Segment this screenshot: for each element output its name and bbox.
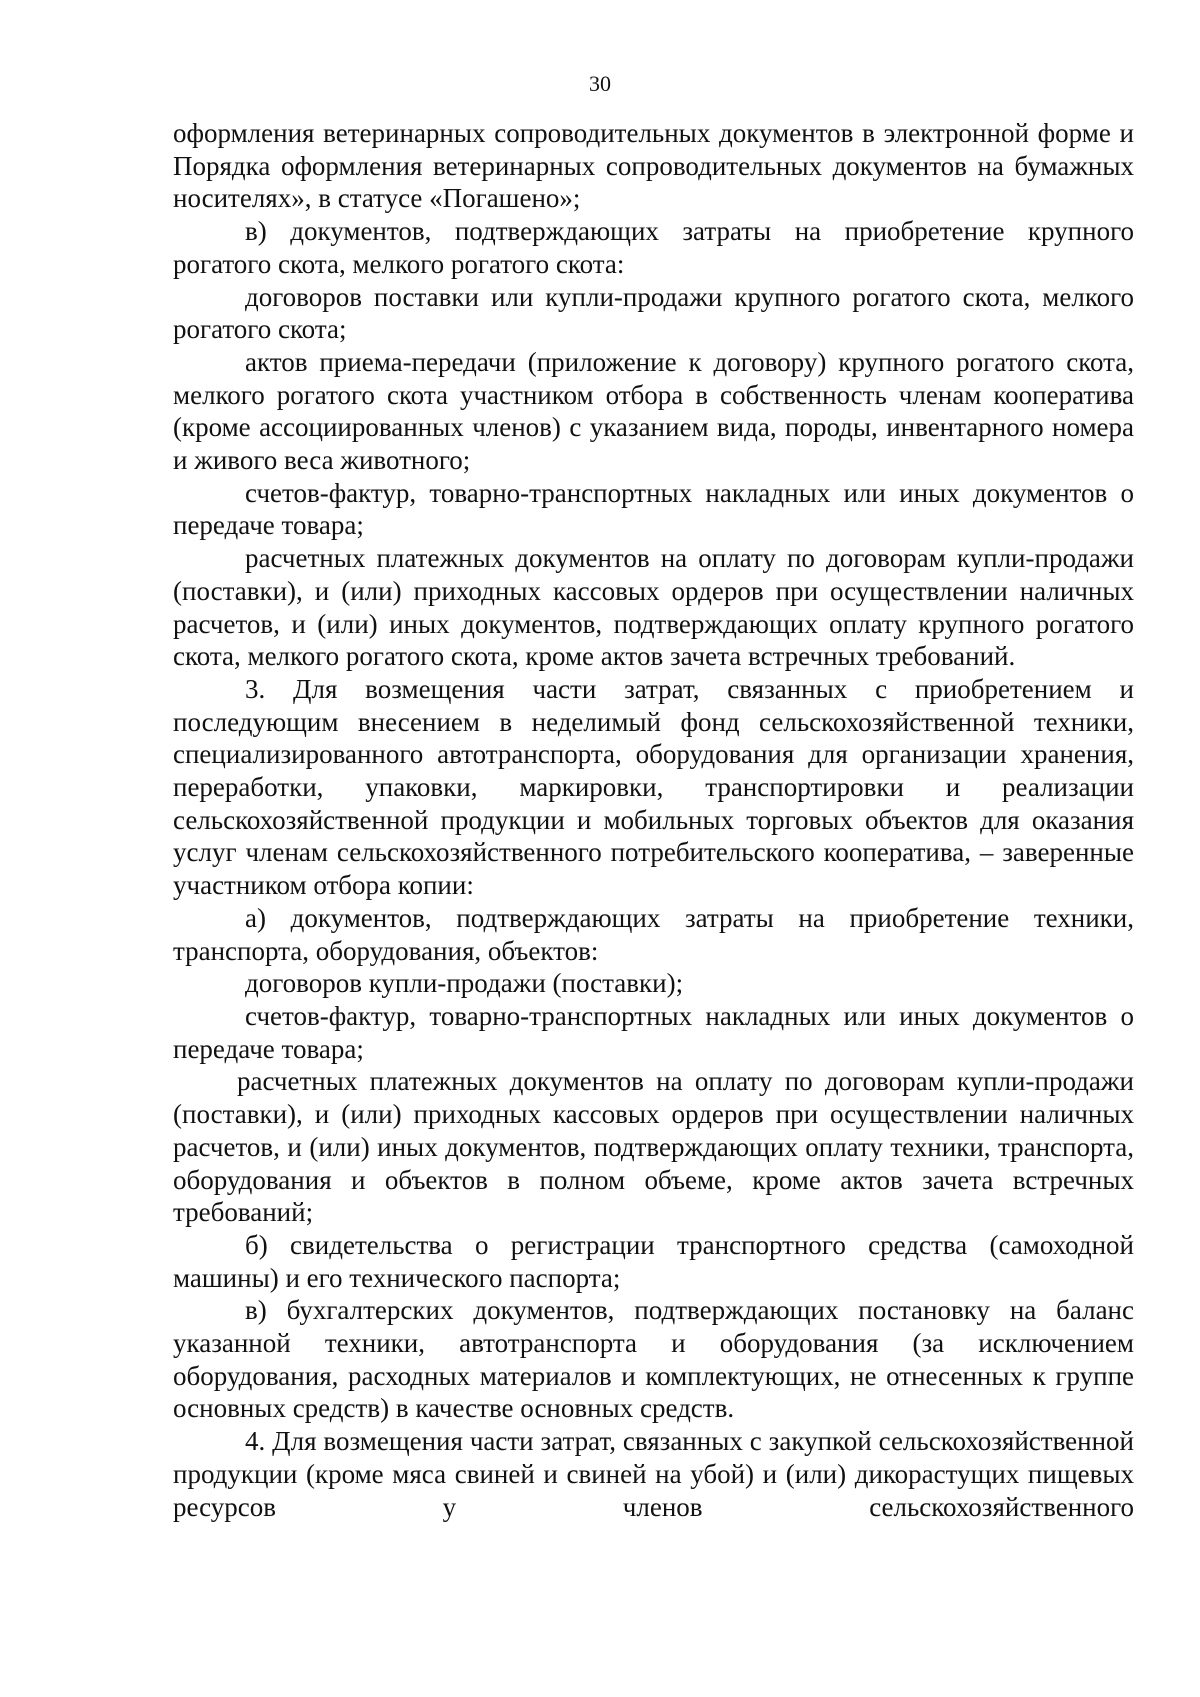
paragraph: договоров поставки или купли-продажи крупного рогатого скота, мелкого рогатого скота; (173, 281, 1134, 345)
paragraph: расчетных платежных документов на оплату по договорам купли-продажи (поставки), и (или) приходных кассовых ордеров при осуществлении наличных расчетов, и (или) иных документов, подтверждающих оплату крупного рогатого скота, мелкого рогатого скота, кроме актов зачета встречных требований. (173, 543, 1134, 672)
page-number: 30 (589, 71, 611, 96)
paragraph: 4. Для возмещения части затрат, связанных с закупкой сельскохозяйственной продукции (кроме мяса свиней и свиней на убой) и (или) дикорастущих пищевых ресурсов у членов сельскохозяйственного (173, 1426, 1134, 1522)
paragraph: б) свидетельства о регистрации транспортного средства (самоходной машины) и его технического паспорта; (173, 1229, 1134, 1293)
paragraph: 3. Для возмещения части затрат, связанных с приобретением и последующим внесением в неделимый фонд сельскохозяйственной техники, специализированного автотранспорта, оборудования для организации хранения, переработки, упаковки, маркировки, транспортировки и реализации сельскохозяйственной продукции и мобильных торговых объектов для оказания услуг членам сельскохозяйственного потребительского кооператива, – заверенные участником отбора копии: (173, 673, 1134, 901)
paragraph: актов приема-передачи (приложение к договору) крупного рогатого скота, мелкого рогатого скота участником отбора в собственность членам кооператива (кроме ассоциированных членов) с указанием вида, породы, инвентарного номера и живого веса животного; (173, 346, 1134, 476)
paragraph: счетов-фактур, товарно-транспортных накладных или иных документов о передаче товара; (173, 1000, 1134, 1064)
paragraph: а) документов, подтверждающих затраты на приобретение техники, транспорта, оборудования, объектов: (173, 902, 1134, 966)
paragraph: в) документов, подтверждающих затраты на приобретение крупного рогатого скота, мелкого рогатого скота: (173, 216, 1134, 279)
paragraph: счетов-фактур, товарно-транспортных накладных или иных документов о передаче товара; (173, 477, 1134, 541)
document-body (173, 117, 1134, 1523)
paragraph: в) бухгалтерских документов, подтверждающих постановку на баланс указанной техники, автотранспорта и оборудования (за исключением оборудования, расходных материалов и комплектующих, не отнесенных к группе основных средств) в качестве основных средств. (173, 1295, 1134, 1424)
paragraph: оформления ветеринарных сопроводительных документов в электронной форме и Порядка оформления ветеринарных сопроводительных документов на бумажных носителях», в статусе «Погашено»; (173, 118, 1134, 214)
paragraph: договоров купли-продажи (поставки); (245, 968, 684, 999)
paragraph: расчетных платежных документов на оплату по договорам купли-продажи (поставки), и (или) приходных кассовых ордеров при осуществлении наличных расчетов, и (или) иных документов, подтверждающих оплату техники, транспорта, оборудования и объектов в полном объеме, кроме актов зачета встречных требований; (173, 1066, 1134, 1228)
